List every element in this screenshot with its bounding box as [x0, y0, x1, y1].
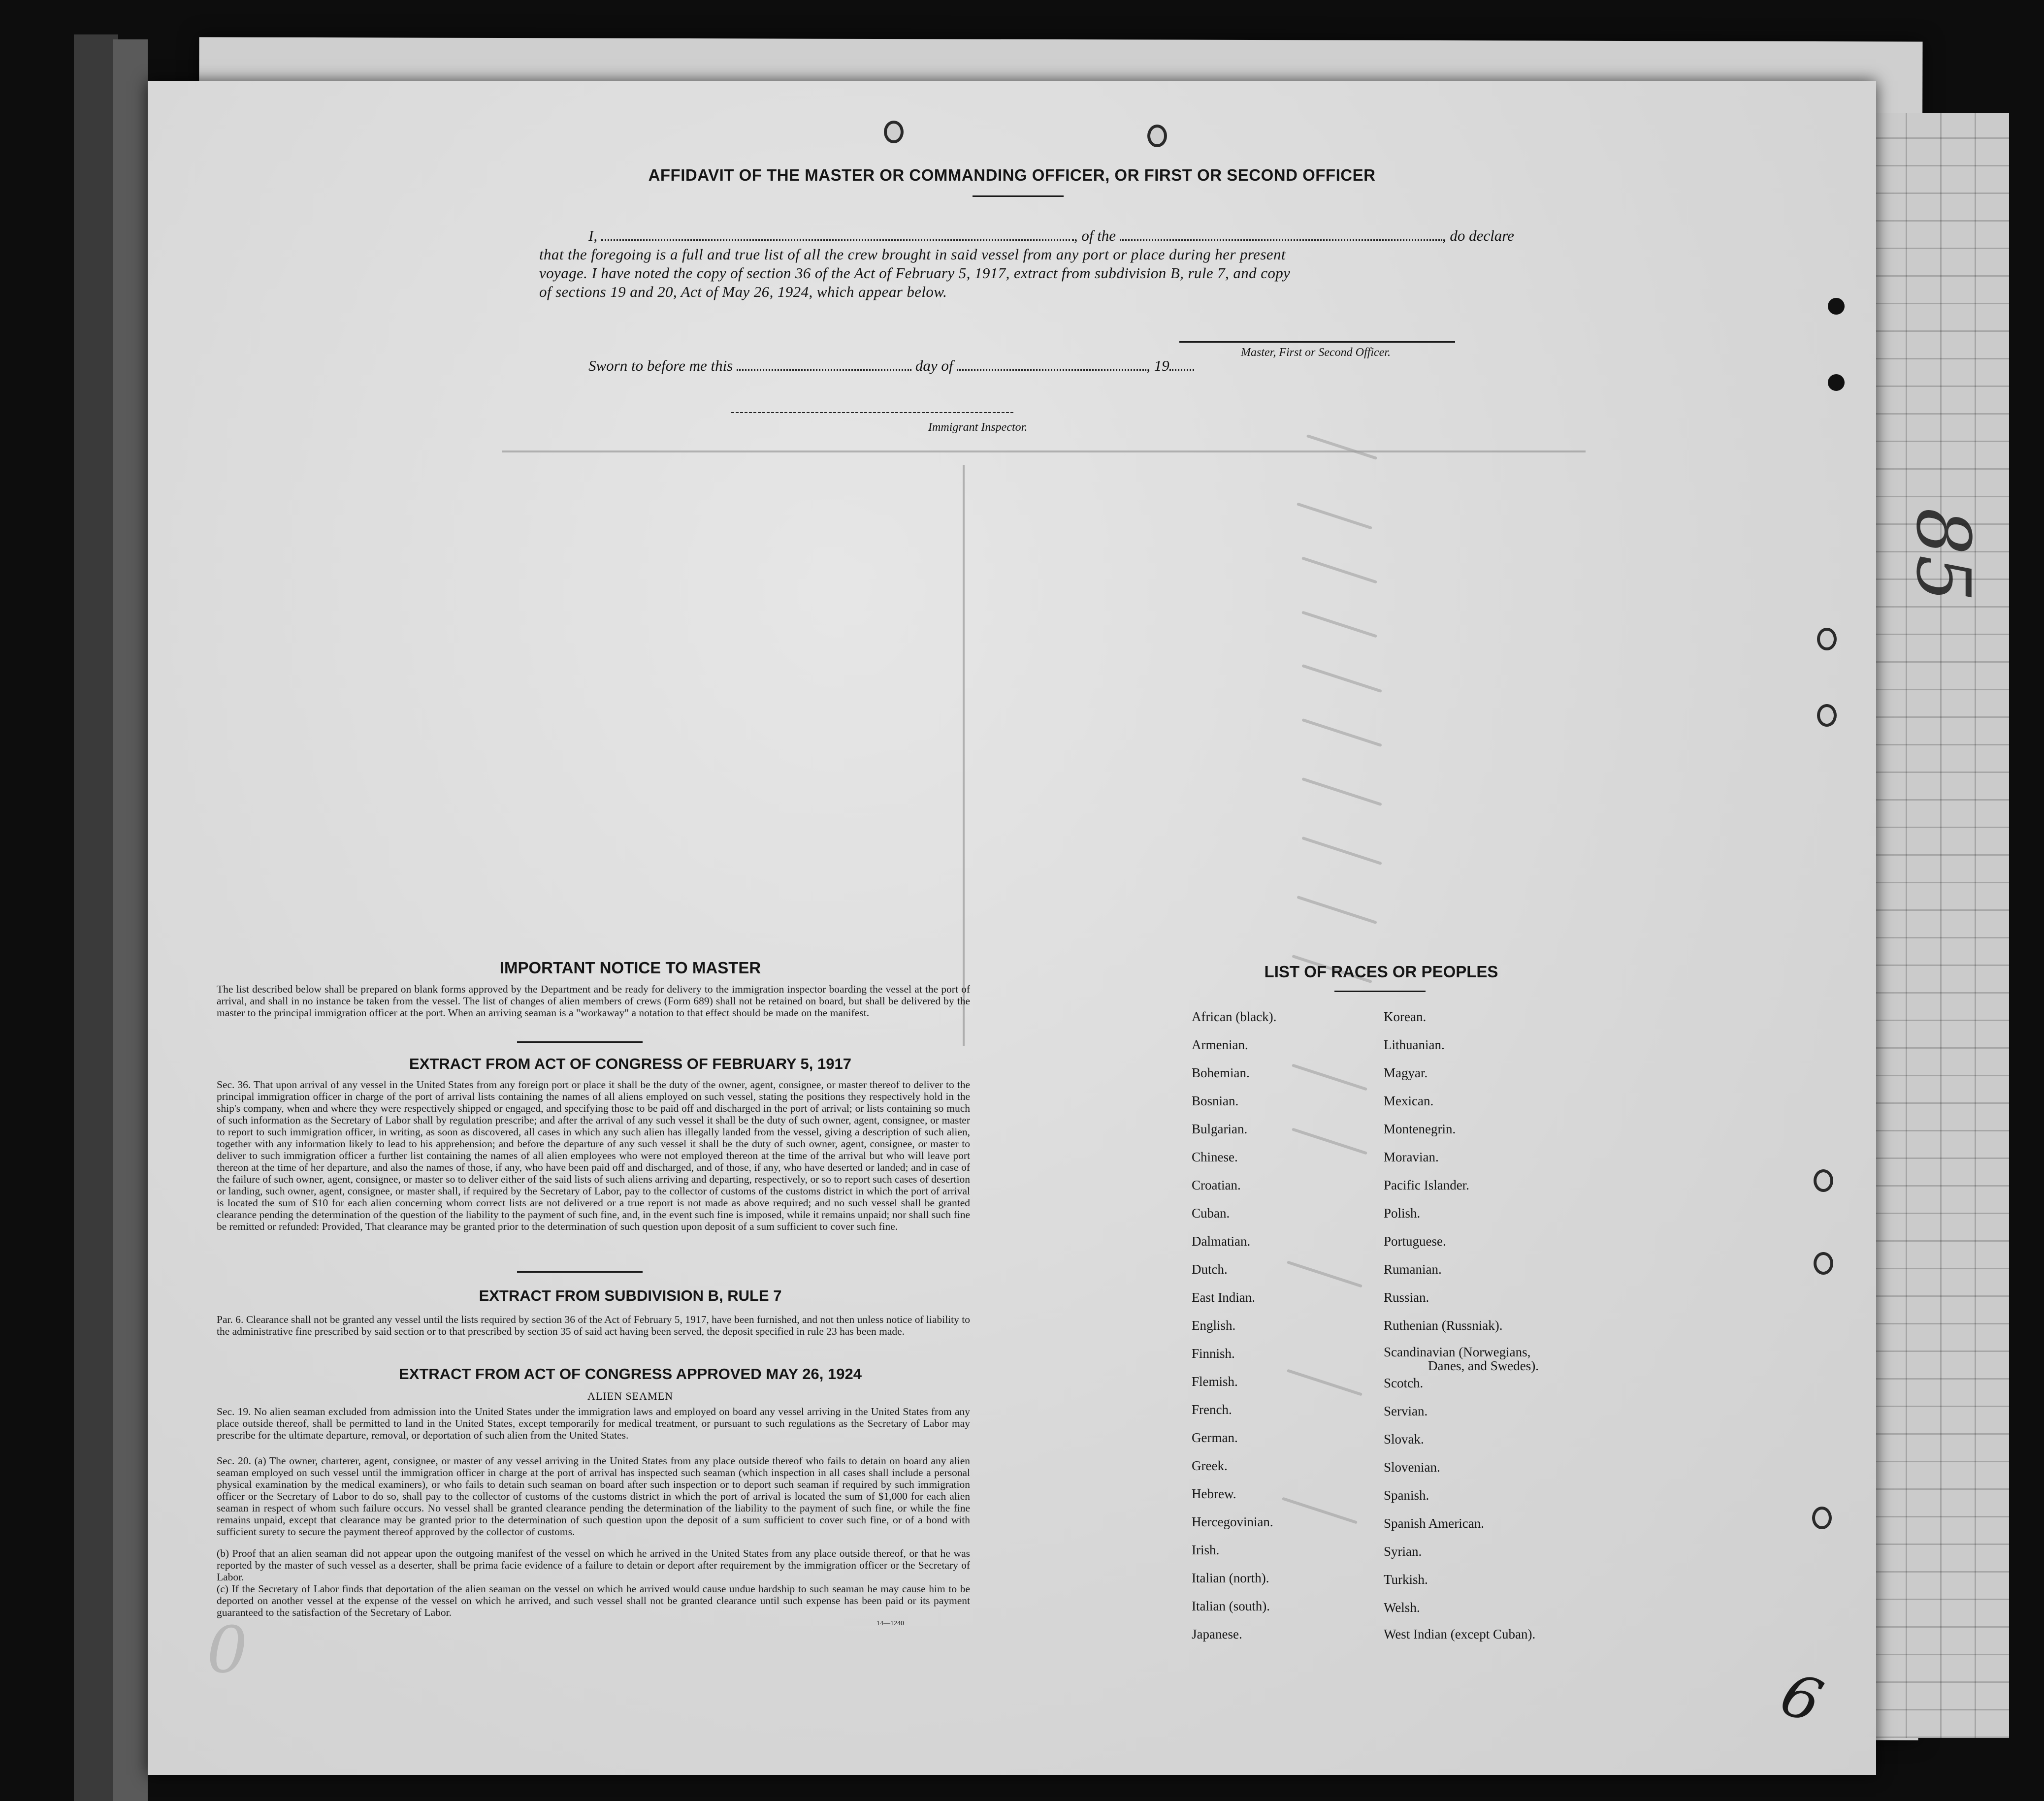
bleed-through-marks — [1301, 718, 1382, 747]
race-item: Rumanian. — [1384, 1262, 1442, 1277]
race-item: Spanish. — [1384, 1488, 1429, 1503]
extract-1917-title: EXTRACT FROM ACT OF CONGRESS OF FEBRUARY 5, 1917 — [409, 1055, 851, 1072]
manifest-grid-strip — [1871, 113, 2009, 1738]
race-item: Bulgarian. — [1192, 1122, 1248, 1136]
extract-1924-sec20a: Sec. 20. (a) The owner, charterer, agent, consignee, or master of any vessel arriving in the United States from any place outside thereof who fails to detain on board any alien seaman employed on such vessel until the immigration officer in charge at the port of arrival has inspected such seaman (which inspection in all cases shall include a personal physical examination by the medical examiners), or who fails to detain such seaman on board after such inspection or to deport such seaman if required by such immigration officer or the Secretary of Labor to do so, shall pay to the collector of customs of the customs district in which the port of arrival is located the sum of $1,000 for each alien seaman in respect of whom such failure occurs. No vessel shall be granted clearance pending the determination of the liability to the payment of such fine, or while the fine remains unpaid, except that clearance may be granted prior to the determination of such question upon the deposit of a sum sufficient to cover such fine, or of a bond with sufficient surety to secure the payment thereof approved by the collector of customs. — [217, 1455, 970, 1538]
race-item: Chinese. — [1192, 1150, 1238, 1164]
race-item-continuation: Danes, and Swedes). — [1428, 1358, 1539, 1373]
sworn-day-field[interactable] — [737, 369, 911, 371]
race-item: Syrian. — [1384, 1544, 1422, 1559]
declaration-line-4: of sections 19 and 20, Act of May 26, 1924, which appear below. — [539, 283, 947, 300]
race-item: Italian (south). — [1192, 1599, 1270, 1613]
sworn-year-prefix: , 19 — [1146, 357, 1169, 374]
race-item: Slovak. — [1384, 1432, 1424, 1447]
extract-rule7-body: Par. 6. Clearance shall not be granted any vessel until the lists required by section 36 of the Act of February 5, 1917, have been furnished, and not then unless notice of liability to the administrative fine prescribed by said section or to that prescribed by section 35 of said act having been served, the deposit specified in rule 23 has been made. — [217, 1314, 970, 1337]
race-item: English. — [1192, 1318, 1236, 1333]
sworn-line — [588, 357, 1194, 375]
side-page-number: 85 — [1900, 508, 1986, 602]
race-item: Greek. — [1192, 1458, 1228, 1473]
race-item: Scotch. — [1384, 1376, 1424, 1390]
race-item: Welsh. — [1384, 1600, 1420, 1615]
race-item: Hercegovinian. — [1192, 1514, 1273, 1529]
bleed-through-marks — [1292, 1127, 1367, 1155]
extract-1924-title: EXTRACT FROM ACT OF CONGRESS APPROVED MAY 26, 1924 — [399, 1365, 862, 1383]
race-item: Russian. — [1384, 1290, 1429, 1305]
race-item: Lithuanian. — [1384, 1037, 1445, 1052]
bleed-through-marks — [1301, 777, 1382, 806]
race-item: Croatian. — [1192, 1178, 1241, 1192]
race-item: German. — [1192, 1430, 1238, 1445]
race-item: Hebrew. — [1192, 1486, 1236, 1501]
bleed-through-marks — [1301, 664, 1382, 693]
race-item: Japanese. — [1192, 1627, 1242, 1641]
race-item: West Indian (except Cuban). — [1384, 1627, 1536, 1641]
race-item: Korean. — [1384, 1009, 1427, 1024]
scan-border-left-inner — [113, 39, 148, 1801]
bleed-through-marks — [1287, 1260, 1363, 1287]
inspector-signature-line[interactable] — [731, 412, 1014, 413]
scan-border-left — [74, 34, 118, 1801]
sworn-day-of: day of — [915, 357, 953, 374]
race-item: Ruthenian (Russniak). — [1384, 1318, 1503, 1333]
bleed-through-marks — [1301, 836, 1382, 865]
master-signature-label: Master, First or Second Officer. — [1241, 346, 1391, 359]
race-item: Italian (north). — [1192, 1571, 1269, 1585]
vessel-name-field[interactable] — [1120, 239, 1442, 241]
sworn-month-field[interactable] — [957, 369, 1146, 371]
punch-hole-icon — [1814, 1252, 1833, 1275]
race-item: Portuguese. — [1384, 1234, 1446, 1249]
declaration-line-2: that the foregoing is a full and true list of all the crew brought in said vessel from any port or place during her present — [539, 246, 1286, 263]
race-item: Polish. — [1384, 1206, 1421, 1221]
punch-hole-icon — [1812, 1507, 1832, 1529]
race-item: Magyar. — [1384, 1065, 1428, 1080]
race-item: Mexican. — [1384, 1093, 1434, 1108]
punch-hole-icon — [1828, 298, 1845, 315]
bleed-through-marks — [502, 450, 1586, 452]
bleed-through-marks — [1297, 502, 1372, 529]
punch-hole-icon — [1817, 704, 1837, 727]
races-title: LIST OF RACES OR PEOPLES — [1264, 963, 1498, 981]
sworn-text: Sworn to before me this — [588, 357, 733, 374]
affidavit-sheet — [148, 81, 1876, 1775]
declaration-line-3: voyage. I have noted the copy of section 36 of the Act of February 5, 1917, extract from subdivision B, rule 7, and copy — [539, 264, 1291, 282]
punch-hole-icon — [1817, 628, 1837, 650]
punch-hole-icon — [1147, 125, 1167, 147]
race-item: Slovenian. — [1384, 1460, 1440, 1475]
extract-1924-sec20b: (b) Proof that an alien seaman did not appear upon the outgoing manifest of the vessel on which he arrived in the United States from any place outside thereof, or that he was reported by the master of such vessel as a deserter, shall be prima facie evidence of a failure to detain or deport after requirement by the immigration officer or the Secretary of Labor. — [217, 1547, 970, 1583]
bleed-through-marks — [1287, 1369, 1363, 1396]
extract-1924-subtitle: ALIEN SEAMEN — [587, 1390, 673, 1402]
extract-1917-body: Sec. 36. That upon arrival of any vessel in the United States from any foreign port or place it shall be the duty of the owner, agent, consignee, or master thereof to deliver to the principal immigration officer in charge of the port of arrival lists containing the names of all aliens employed on such vessel, stating the positions they respectively hold in the ship's company, when and where they were respectively shipped or engaged, and specifying those to be paid off and discharged in the port of arrival; or lists containing so much of such information as the Secretary of Labor shall by regulation prescribe; and after the arrival of any such vessel it shall be the duty of such owner, agent, consignee, or master to report to such immigration officer, in writing, as soon as discovered, all cases in which any such alien has illegally landed from the vessel, giving a description of such alien, together with any information likely to lead to his apprehension; and before the departure of any such vessel it shall be the duty of such owner, agent, consignee, or master to deliver to such immigration officer a further list containing the names of all alien employees who were not employed thereon at the time of the arrival but who will leave port thereon at the time of her departure, and also the names of those, if any, who have been paid off and discharged, and of those, if any, who have deserted or landed; and in case of the failure of such owner, agent, consignee, or master so to deliver either of the said lists of such aliens arriving and departing, respectively, or so to report such cases of desertion or landing, such owner, agent, consignee, or master shall, if required by the Secretary of Labor, pay to the collector of customs of the customs district in which the port of arrival is located the sum of $10 for each alien concerning whom correct lists are not delivered or a true report is not made as above required; and no such vessel shall be granted clearance pending the determination of the question of the liability to the payment of such fine, and, in the event such fine is imposed, while it remains unpaid; nor shall such fine be remitted or refunded: Provided, That clearance may be granted prior to the determination of such question upon deposit of a sum sufficient to cover such fine. — [217, 1079, 970, 1232]
race-item: Cuban. — [1192, 1206, 1230, 1221]
faded-corner-mark: 0 — [207, 1612, 248, 1687]
bleed-through-marks — [1306, 434, 1378, 460]
race-item: Dalmatian. — [1192, 1234, 1251, 1249]
race-item: Dutch. — [1192, 1262, 1228, 1277]
master-signature-line[interactable] — [1179, 341, 1455, 343]
race-item: Pacific Islander. — [1384, 1178, 1469, 1192]
declaration-of-the: , of the — [1073, 227, 1116, 244]
extract-1924-sec19: Sec. 19. No alien seaman excluded from admission into the United States under the immigration laws and employed on board any vessel arriving in the United States from any place outside thereof, shall be permitted to land in the United States, except temporarily for medical treatment, or pursuant to such regulations as the Secretary of Labor may prescribe for the ultimate departure, removal, or deportation of such alien from the United States. — [217, 1406, 970, 1441]
race-item: Turkish. — [1384, 1572, 1428, 1587]
extract-rule7-title: EXTRACT FROM SUBDIVISION B, RULE 7 — [479, 1287, 782, 1304]
affidavit-title: AFFIDAVIT OF THE MASTER OR COMMANDING OFFICER, OR FIRST OR SECOND OFFICER — [648, 166, 1376, 184]
race-item: Moravian. — [1384, 1150, 1439, 1164]
officer-name-field[interactable] — [601, 239, 1074, 241]
bleed-through-marks — [1297, 896, 1377, 924]
notice-title: IMPORTANT NOTICE TO MASTER — [499, 959, 761, 977]
race-item: African (black). — [1192, 1009, 1277, 1024]
race-item: Spanish American. — [1384, 1516, 1484, 1531]
sworn-year-field[interactable] — [1169, 369, 1194, 371]
notice-body: The list described below shall be prepared on blank forms approved by the Department and be ready for delivery to the immigration inspector boarding the vessel at the port of arrival, and shall in no instance be taken from the vessel. The list of changes of alien members of crews (Form 689) shall not be retained on board, but shall be delivered by the master to the principal immigration officer at the port. When an arriving seaman is a "workaway" a notation to that effect should be made on the manifest. — [217, 983, 970, 1019]
race-item: Flemish. — [1192, 1374, 1238, 1389]
race-item: Servian. — [1384, 1404, 1428, 1418]
extract-1917-divider — [517, 1271, 643, 1273]
race-item: Scandinavian (Norwegians, — [1384, 1345, 1531, 1359]
declaration-i: I, — [588, 227, 598, 244]
form-number: 14—1240 — [876, 1620, 904, 1627]
declaration-do-declare: , do declare — [1442, 227, 1514, 244]
bleed-through-marks — [1301, 556, 1377, 583]
extract-1924-sec20c: (c) If the Secretary of Labor finds that deportation of the alien seaman on the vessel on which he arrived would cause undue hardship to such seaman he may cause him to be deported on another vessel at the expense of the vessel on which he arrived, and such vessel shall not be granted clearance until such expense has been paid or its payment guaranteed to the satisfaction of the Secretary of Labor. — [217, 1583, 970, 1618]
title-divider — [973, 195, 1064, 197]
race-item: Finnish. — [1192, 1346, 1235, 1361]
races-divider — [1334, 991, 1426, 992]
race-item: Bohemian. — [1192, 1065, 1250, 1080]
bleed-through-marks — [1292, 1063, 1367, 1091]
inspector-label: Immigrant Inspector. — [928, 421, 1028, 434]
notice-divider — [517, 1041, 643, 1043]
race-item: Bosnian. — [1192, 1093, 1239, 1108]
race-item: French. — [1192, 1402, 1232, 1417]
punch-hole-icon — [1814, 1169, 1833, 1192]
punch-hole-icon — [1828, 374, 1845, 391]
race-item: Irish. — [1192, 1543, 1220, 1557]
race-item: Armenian. — [1192, 1037, 1248, 1052]
race-item: East Indian. — [1192, 1290, 1255, 1305]
bleed-through-marks — [1301, 611, 1377, 638]
handwritten-page-number: 6 — [1772, 1660, 1831, 1737]
bleed-through-marks — [1282, 1497, 1358, 1524]
race-item: Montenegrin. — [1384, 1122, 1456, 1136]
declaration-line-1 — [588, 227, 1514, 245]
punch-hole-icon — [884, 121, 904, 143]
